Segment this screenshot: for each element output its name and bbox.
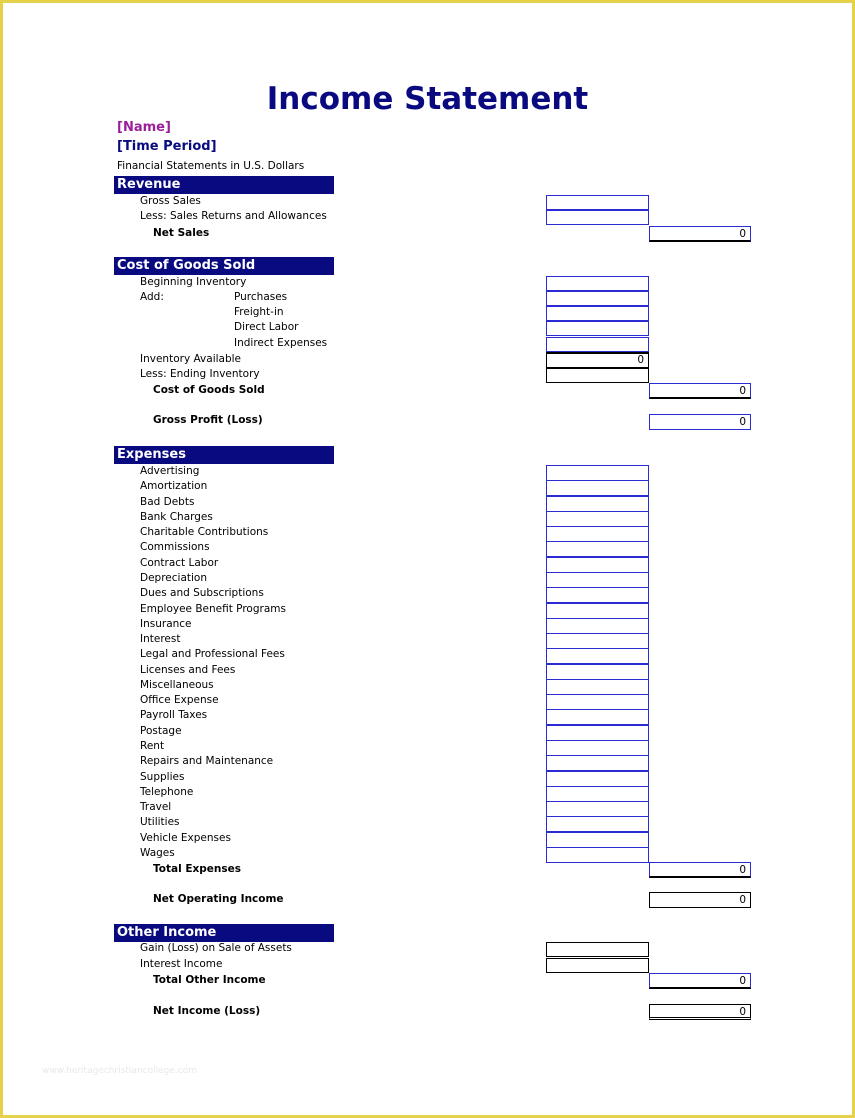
add-label: Add: xyxy=(140,291,164,303)
expense-label: Office Expense xyxy=(140,694,219,706)
ending-inventory-input[interactable] xyxy=(546,368,649,383)
expense-input[interactable] xyxy=(546,465,649,481)
indirect-expenses-label: Indirect Expenses xyxy=(234,337,328,349)
gross-sales-input[interactable] xyxy=(546,195,649,210)
cogs-total-value: 0 xyxy=(649,383,751,399)
gross-sales-label: Gross Sales xyxy=(140,195,201,207)
net-sales-value: 0 xyxy=(649,226,751,242)
expense-input[interactable] xyxy=(546,526,649,542)
ending-inventory-label: Less: Ending Inventory xyxy=(140,368,260,380)
expense-label: Bad Debts xyxy=(140,496,195,508)
purchases-input[interactable] xyxy=(546,291,649,306)
expense-input[interactable] xyxy=(546,755,649,771)
other-income-header: Other Income xyxy=(114,924,334,942)
returns-input[interactable] xyxy=(546,210,649,225)
net-income-value: 0 xyxy=(649,1004,751,1020)
gain-loss-label: Gain (Loss) on Sale of Assets xyxy=(140,942,292,954)
net-operating-income-label: Net Operating Income xyxy=(153,893,284,905)
expense-label: Depreciation xyxy=(140,572,207,584)
indirect-expenses-input[interactable] xyxy=(546,337,649,352)
freight-label: Freight-in xyxy=(234,306,284,318)
gross-profit-value: 0 xyxy=(649,414,751,430)
expense-label: Contract Labor xyxy=(140,557,219,569)
expense-label: Advertising xyxy=(140,465,200,477)
expense-input[interactable] xyxy=(546,771,649,787)
interest-income-input[interactable] xyxy=(546,958,649,973)
expense-label: Dues and Subscriptions xyxy=(140,587,264,599)
expense-label: Miscellaneous xyxy=(140,679,214,691)
inventory-available-value: 0 xyxy=(546,352,649,368)
expense-input[interactable] xyxy=(546,633,649,649)
cogs-header: Cost of Goods Sold xyxy=(114,257,334,275)
time-period[interactable]: [Time Period] xyxy=(117,139,217,154)
expense-input[interactable] xyxy=(546,496,649,512)
returns-label: Less: Sales Returns and Allowances xyxy=(140,210,327,222)
gain-loss-input[interactable] xyxy=(546,942,649,957)
purchases-label: Purchases xyxy=(234,291,288,303)
total-expenses-label: Total Expenses xyxy=(153,863,242,875)
expense-label: Insurance xyxy=(140,618,192,630)
company-name[interactable]: [Name] xyxy=(117,120,171,135)
expense-input[interactable] xyxy=(546,603,649,619)
expense-label: Charitable Contributions xyxy=(140,526,269,538)
expense-input[interactable] xyxy=(546,725,649,741)
net-operating-income-value: 0 xyxy=(649,892,751,908)
expense-label: Employee Benefit Programs xyxy=(140,603,286,615)
currency-note: Financial Statements in U.S. Dollars xyxy=(117,160,305,172)
expenses-header: Expenses xyxy=(114,446,334,464)
expense-input[interactable] xyxy=(546,694,649,710)
expense-input[interactable] xyxy=(546,801,649,817)
expense-input[interactable] xyxy=(546,847,649,863)
expense-input[interactable] xyxy=(546,618,649,634)
expense-input[interactable] xyxy=(546,557,649,573)
expense-label: Supplies xyxy=(140,771,185,783)
watermark: www.heritagechristiancollege.com xyxy=(42,1066,197,1076)
revenue-header: Revenue xyxy=(114,176,334,194)
expense-input[interactable] xyxy=(546,511,649,527)
net-income-label: Net Income (Loss) xyxy=(153,1005,261,1017)
cogs-total-label: Cost of Goods Sold xyxy=(153,384,265,396)
expense-label: Amortization xyxy=(140,480,208,492)
expense-label: Vehicle Expenses xyxy=(140,832,231,844)
expense-label: Repairs and Maintenance xyxy=(140,755,274,767)
interest-income-label: Interest Income xyxy=(140,958,223,970)
expense-label: Bank Charges xyxy=(140,511,213,523)
expense-label: Legal and Professional Fees xyxy=(140,648,285,660)
expense-input[interactable] xyxy=(546,816,649,832)
total-other-income-label: Total Other Income xyxy=(153,974,266,986)
expense-input[interactable] xyxy=(546,740,649,756)
expense-label: Postage xyxy=(140,725,182,737)
freight-input[interactable] xyxy=(546,306,649,321)
expense-input[interactable] xyxy=(546,587,649,603)
beginning-inventory-input[interactable] xyxy=(546,276,649,291)
direct-labor-label: Direct Labor xyxy=(234,321,299,333)
expense-input[interactable] xyxy=(546,832,649,848)
expense-label: Travel xyxy=(140,801,172,813)
expense-input[interactable] xyxy=(546,480,649,496)
expense-input[interactable] xyxy=(546,679,649,695)
expense-label: Interest xyxy=(140,633,181,645)
beginning-inventory-label: Beginning Inventory xyxy=(140,276,247,288)
direct-labor-input[interactable] xyxy=(546,321,649,336)
total-other-income-value: 0 xyxy=(649,973,751,989)
expense-label: Licenses and Fees xyxy=(140,664,236,676)
gross-profit-label: Gross Profit (Loss) xyxy=(153,414,263,426)
expense-input[interactable] xyxy=(546,664,649,680)
inventory-available-label: Inventory Available xyxy=(140,353,242,365)
expense-input[interactable] xyxy=(546,648,649,664)
total-expenses-value: 0 xyxy=(649,862,751,878)
expense-input[interactable] xyxy=(546,786,649,802)
expense-label: Payroll Taxes xyxy=(140,709,208,721)
expense-label: Commissions xyxy=(140,541,210,553)
expense-label: Telephone xyxy=(140,786,194,798)
expense-label: Utilities xyxy=(140,816,180,828)
expense-input[interactable] xyxy=(546,541,649,557)
expense-label: Wages xyxy=(140,847,175,859)
expense-input[interactable] xyxy=(546,572,649,588)
net-sales-label: Net Sales xyxy=(153,227,210,239)
expense-label: Rent xyxy=(140,740,165,752)
expense-input[interactable] xyxy=(546,709,649,725)
page-title: Income Statement xyxy=(266,81,589,117)
